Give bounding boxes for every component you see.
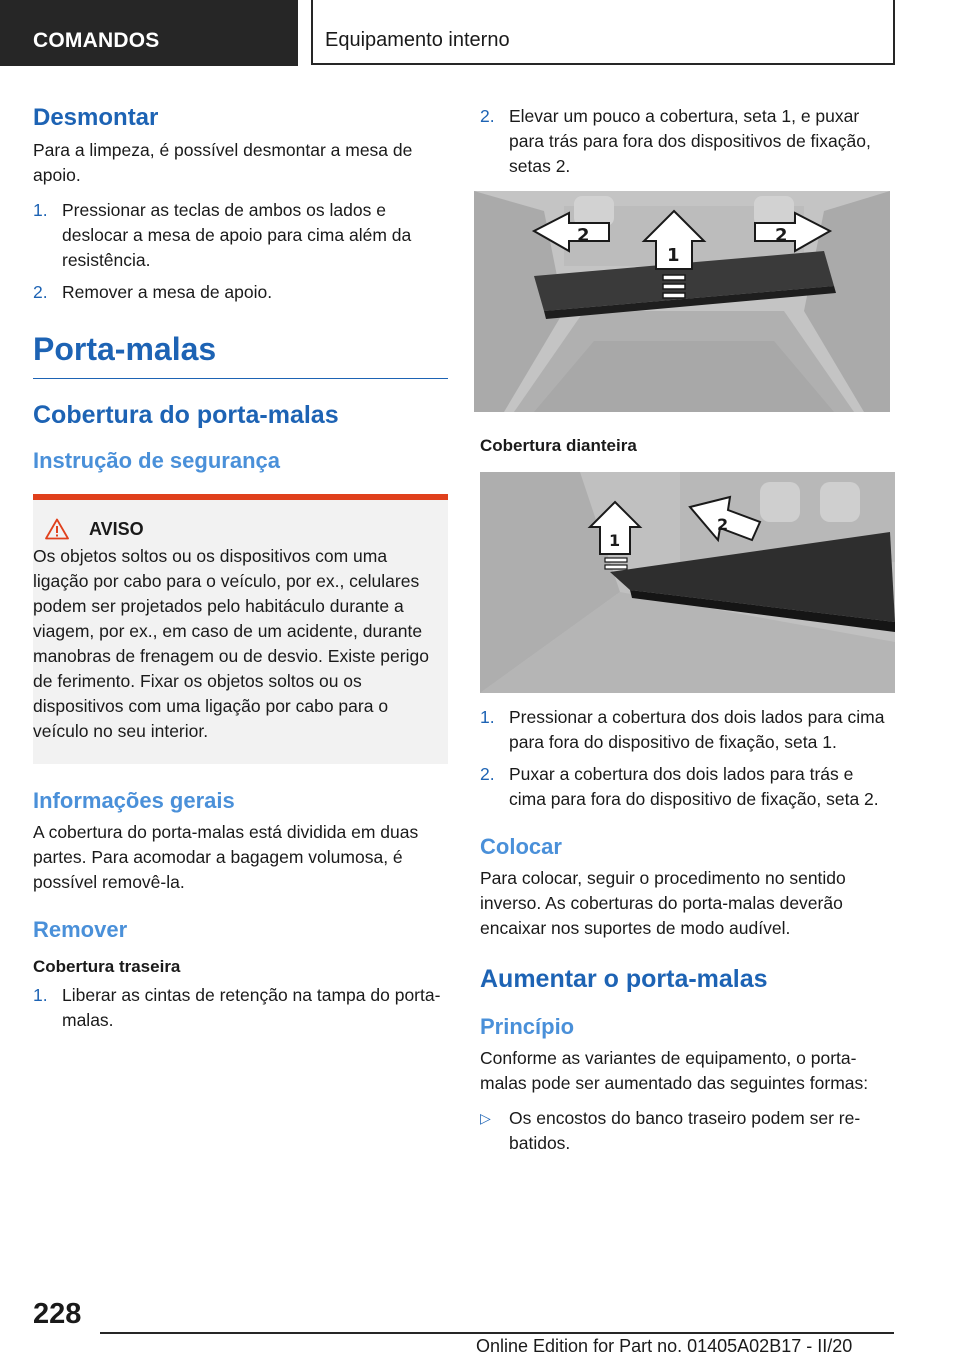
footer-edition-label: Online Edition for Part no. 01405A02B17 - II/20	[476, 1336, 853, 1356]
trunk-rear-illustration	[474, 191, 890, 412]
remover-steps	[33, 983, 448, 1033]
header-section-tab	[0, 0, 298, 66]
warning-text: Os objetos soltos ou os dispositivos com uma ligação por cabo para o veículo, por ex., celulares podem ser projetados pelo habitáculo durante a viagem, por ex., em caso de um acidente, durante manobras de frenagem ou de desvio. Existe perigo de ferimento. Fixar os objetos soltos ou os dispositivos com uma ligação por cabo para o veículo no seu interior.	[33, 546, 429, 741]
warning-title: AVISO	[89, 518, 144, 539]
heading-porta-malas: Porta-malas	[33, 331, 448, 379]
desmontar-steps	[33, 198, 448, 305]
arrow-up-label: 1	[609, 531, 621, 550]
list-item: 1. Liberar as cintas de retenção na tampa do porta-malas.	[33, 985, 441, 1030]
heading-remover: Remover	[33, 917, 128, 942]
list-item: 1. Pressionar as teclas de ambos os lados e deslocar a mesa de apoio para cima além da resistência.	[33, 200, 412, 270]
dianteira-steps	[480, 705, 895, 812]
left-column	[33, 104, 448, 1040]
principio-text: Conforme as variantes de equipamento, o porta-malas pode ser aumentado das seguintes formas:	[480, 1048, 869, 1093]
heading-colocar: Colocar	[480, 834, 562, 859]
header-chapter-label: Equipamento interno	[325, 29, 510, 51]
informacoes-text: A cobertura do porta-malas está dividida em duas partes. Para acomodar a bagagem volumosa, é possível removê-la.	[33, 822, 419, 892]
warning-header	[45, 518, 436, 540]
list-item: 2. Puxar a cobertura dos dois lados para trás e cima para fora do dispositivo de fixação, seta 2.	[480, 764, 879, 809]
footer-divider	[100, 1332, 894, 1334]
arrow-left-label: 2	[577, 225, 590, 246]
heading-cobertura: Cobertura do porta-malas	[33, 401, 339, 429]
heading-desmontar: Desmontar	[33, 104, 159, 131]
heading-informacoes: Informações gerais	[33, 788, 235, 813]
principio-bullets	[480, 1106, 895, 1156]
trunk-front-illustration	[480, 472, 895, 693]
heading-aumentar: Aumentar o porta-malas	[480, 965, 768, 993]
list-item: ▷ Os encostos do banco traseiro podem ser rebatidos.	[480, 1108, 861, 1153]
footer-edition	[476, 1336, 852, 1357]
list-item: 1. Pressionar a cobertura dos dois lados para cima para fora do dispositivo de fixação, seta 1.	[480, 707, 885, 752]
warning-triangle-icon	[45, 518, 69, 540]
heading-cobertura-dianteira: Cobertura dianteira	[480, 436, 637, 455]
figure-cobertura-dianteira	[480, 472, 895, 693]
arrow-up-label: 1	[667, 245, 680, 266]
colocar-text: Para colocar, seguir o procedimento no sentido inverso. As coberturas do porta-malas deverão encaixar nos suportes de modo audível.	[480, 868, 846, 938]
arrow-right-label: 2	[717, 515, 729, 534]
figure-cobertura-traseira	[474, 191, 890, 412]
heading-principio: Princípio	[480, 1014, 575, 1039]
arrow-right-label: 2	[775, 225, 788, 246]
list-item: 2. Remover a mesa de apoio.	[33, 282, 273, 302]
right-column	[480, 104, 895, 1156]
list-item: 2. Elevar um pouco a cobertura, seta 1, e puxar para trás para fora dos dispositivos de fixação, setas 2.	[480, 106, 871, 176]
page-number: 228	[33, 1298, 82, 1330]
remover-steps-continued	[480, 104, 895, 179]
header-section-label: COMANDOS	[33, 29, 160, 52]
heading-cobertura-traseira: Cobertura traseira	[33, 957, 181, 976]
heading-instrucao: Instrução de segurança	[33, 448, 280, 473]
desmontar-intro: Para a limpeza, é possível desmontar a mesa de apoio.	[33, 140, 413, 185]
header-chapter-tab	[311, 0, 895, 65]
warning-box	[33, 494, 448, 764]
